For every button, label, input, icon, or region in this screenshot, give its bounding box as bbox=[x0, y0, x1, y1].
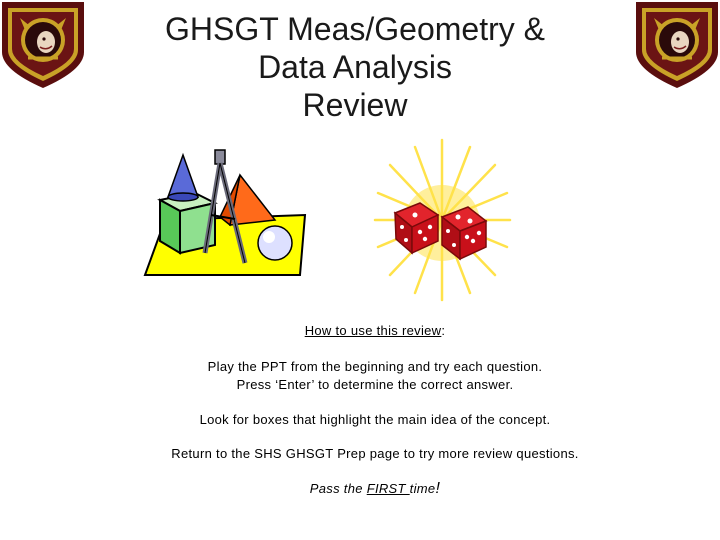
dice-clipart bbox=[370, 135, 515, 305]
title-line-2: Data Analysis bbox=[258, 49, 452, 85]
mascot-logo-icon bbox=[0, 0, 86, 90]
instruction-line-enter: Press ‘Enter’ to determine the correct answer. bbox=[236, 377, 514, 392]
school-logo-left bbox=[0, 0, 86, 90]
school-logo-right bbox=[634, 0, 720, 90]
instruction-line-play: Play the PPT from the beginning and try each question. bbox=[207, 359, 543, 374]
closing-emphasis: FIRST bbox=[366, 481, 410, 496]
slide-title bbox=[120, 10, 590, 124]
title-line-3: Review bbox=[302, 87, 408, 123]
dice-icon bbox=[370, 135, 515, 305]
closing-pre: Pass the bbox=[309, 481, 367, 496]
closing-exclamation: ! bbox=[435, 480, 441, 497]
title-line-1: GHSGT Meas/Geometry & bbox=[165, 11, 545, 47]
instruction-line-boxes: Look for boxes that highlight the main idea of the concept. bbox=[199, 412, 551, 427]
instructions-heading: How to use this review bbox=[304, 323, 442, 338]
closing-post: time bbox=[409, 481, 436, 496]
instruction-line-return: Return to the SHS GHSGT Prep page to try more review questions. bbox=[171, 446, 579, 461]
closing-line bbox=[120, 480, 630, 498]
geometry-shapes-icon bbox=[135, 145, 310, 285]
instructions-block bbox=[120, 322, 630, 498]
mascot-logo-icon bbox=[634, 0, 720, 90]
geometry-clipart bbox=[135, 145, 310, 285]
instructions-heading-line bbox=[120, 322, 630, 340]
instructions-heading-colon: : bbox=[441, 323, 446, 338]
